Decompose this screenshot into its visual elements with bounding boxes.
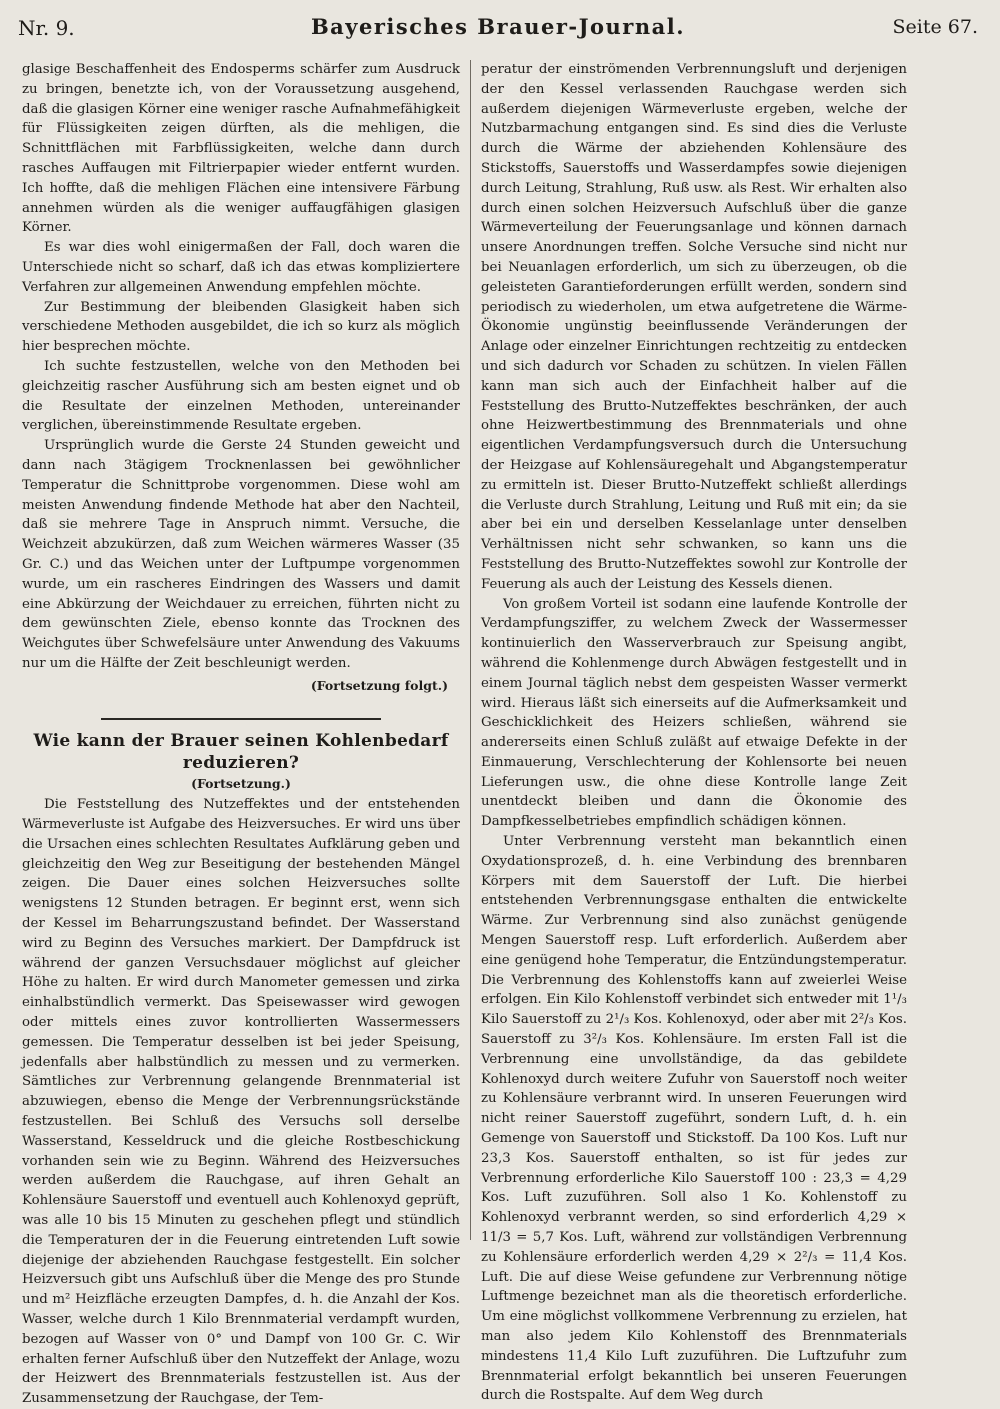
page-header — [18, 6, 978, 38]
paragraph: peratur der einströmenden Verbrennungsluft und derjenigen der den Kessel verlassenden Rauchgase werden sich außerdem diejenigen Wärmeverluste ergeben, welche der Nutzbarmachung entgangen sind. Es sind dies die Verluste durch die Wärme der abziehenden Kohlensäure des Stickstoffs, Sauerstoffs und Wasserdampfes sowie diejenigen durch Leitung, Strahlung, Ruß usw. als Rest. Wir erhalten also durch einen solchen Heizversuch Aufschluß über die ganze Wärmeverteilung der Feuerungsanlage und können darnach unsere Anordnungen treffen. Solche Versuche sind nicht nur bei Neuanlagen erforderlich, um sich zu überzeugen, ob die geleisteten Garantieforderungen erfüllt werden, sondern sind periodisch zu wiederholen, um etwa aufgetretene die Wärme-Ökonomie ungünstig beeinflussende Veränderungen der Anlage oder einzelner Einrichtungen rechtzeitig zu entdecken und sich dadurch vor Schaden zu schützen. In vielen Fällen kann man sich auch der Einfachheit halber auf die Feststellung des Brutto-Nutzeffektes beschränken, der auch ohne Heizwertbestimmung des Brennmaterials und ohne eigentlichen Verdampfungsversuch durch die Untersuchung der Heizgase auf Kohlensäuregehalt und Abgangstemperatur zu ermitteln ist. Dieser Brutto-Nutzeffekt schließt allerdings die Verluste durch Strahlung, Leitung und Ruß mit ein; da sie aber bei ein und derselben Kesselanlage unter denselben Verhältnissen nicht sehr schwanken, so kann uns die Feststellung des Brutto-Nutzeffektes sowohl zur Kontrolle der Feuerung als auch der Leistung des Kessels dienen. — [481, 62, 907, 592]
article-subheading: (Fortsetzung.) — [191, 775, 291, 791]
paragraph: Die Feststellung des Nutzeffektes und der entstehenden Wärmeverluste ist Aufgabe des Heizversuches. Er wird uns über die Ursachen eines schlechten Resultates Aufklärung geben und gleichzeitig den Weg zur Beseitigung der bestehenden Mängel zeigen. Die Dauer eines solchen Heizversuches sollte wenigstens 12 Stunden betragen. Er beginnt erst, wenn sich der Kessel im Beharrungszustand befindet. Der Wasserstand wird zu Beginn des Versuches markiert. Der Dampfdruck ist während der ganzen Versuchsdauer möglichst auf gleicher Höhe zu halten. Er wird durch Manometer gemessen und zirka einhalbstündlich vermerkt. Das Speisewasser wird gewogen oder mittels eines zuvor kontrollierten Wassermessers gemessen. Die Temperatur desselben ist bei jeder Speisung, jedenfalls aber halbstündlich zu messen und zu vermerken. Sämtliches zur Verbrennung gelangende Brennmaterial ist abzuwiegen, ebenso die Menge der Verbrennungsrückstände festzustellen. Bei Schluß des Versuchs soll derselbe Wasserstand, Kesseldruck und die gleiche Rostbeschickung vorhanden sein wie zu Beginn. Während des Heizversuches werden außerdem die Rauchgase, auf ihren Gehalt an Kohlensäure Sauerstoff und eventuell auch Kohlenoxyd geprüft, was alle 10 bis 15 Minuten zu geschehen pflegt und stündlich die Temperaturen der in die Feuerung eintretenden Luft sowie diejenige der abziehenden Rauchgase festgestellt. Ein solcher Heizversuch gibt uns Aufschluß über die Menge des pro Stunde und m² Heizfläche erzeugten Dampfes, d. h. die Anzahl der Kos. Wasser, welche durch 1 Kilo Brennmaterial verdampft wurden, bezogen auf Wasser von 0° und Dampf von 100 Gr. C. Wir erhalten ferner Aufschluß über den Nutzeffekt der Anlage, wozu der Heizwert des Brennmaterials festzustellen ist. Aus der Zusammensetzung der Rauchgase, der Tem- — [22, 797, 460, 1407]
paragraph: Von großem Vorteil ist sodann eine laufende Kontrolle der Verdampfungsziffer, zu welchem Zweck der Wassermesser kontinuierlich den Wasserverbrauch zur Speisung angibt, während die Kohlenmenge durch Abwägen festgestellt und in einem Journal täglich nebst dem gespeisten Wasser vermerkt wird. Hieraus läßt sich einerseits auf die Aufmerksamkeit und Geschicklichkeit des Heizers schließen, während sie andererseits einen Schluß zuläßt auf etwaige Defekte in der Einmauerung, Verschlechterung der Kohlensorte bei neuen Lieferungen usw., die ohne diese Kontrolle lange Zeit unentdeckt bleiben und dann die Ökonomie des Dampfkesselbetriebes empfindlich schädigen können. — [481, 596, 907, 830]
journal-title: Bayerisches Brauer-Journal. — [310, 14, 686, 39]
paragraph: Ich suchte festzustellen, welche von den Methoden bei gleichzeitig rascher Ausführung sich am besten eignet und ob die Resultate der einzelnen Methoden, untereinander verglichen, übereinstimmende Resultate ergeben. — [22, 358, 460, 434]
section-rule — [101, 718, 381, 720]
page-number: Seite 67. — [892, 16, 978, 38]
left-column — [22, 60, 460, 1409]
issue-number: Nr. 9. — [18, 16, 75, 40]
paragraph: Ursprünglich wurde die Gerste 24 Stunden geweicht und dann nach 3tägigem Trocknenlassen bei gewöhnlicher Temperatur die Schnittprobe vorgenommen. Diese wohl am meisten Anwendung findende Methode hat aber den Nachteil, daß sie mehrere Tage in Anspruch nimmt. Versuche, die Weichzeit abzukürzen, daß zum Weichen wärmeres Wasser (35 Gr. C.) und das Weichen unter der Luftpumpe vorgenommen wurde, um ein rascheres Eindringen des Wassers und damit eine Abkürzung der Weichdauer zu erreichen, führten nicht zu dem gewünschten Ziele, ebenso konnte das Trocknen des Weichgutes über Schwefelsäure unter Anwendung des Vakuums nur um die Hälfte der Zeit beschleunigt werden. — [22, 438, 460, 671]
paragraph: Es war dies wohl einigermaßen der Fall, doch waren die Unterschiede nicht so scharf, daß ich das etwas kompliziertere Verfahren zur allgemeinen Anwendung empfehlen möchte. — [22, 240, 460, 295]
paragraph: Unter Verbrennung versteht man bekanntlich einen Oxydationsprozeß, d. h. eine Verbindung des brennbaren Körpers mit dem Sauerstoff der Luft. Die hierbei entstehenden Verbrennungsgase enthalten die entwickelte Wärme. Zur Verbrennung sind also zunächst genügende Mengen Sauerstoff resp. Luft erforderlich. Außerdem aber eine genügend hohe Temperatur, die Entzündungstemperatur. Die Verbrennung des Kohlenstoffs kann auf zweierlei Weise erfolgen. Ein Kilo Kohlenstoff verbindet sich entweder mit 1¹/₃ Kilo Sauerstoff zu 2¹/₃ Kos. Kohlenoxyd, oder aber mit 2²/₃ Kos. Sauerstoff zu 3²/₃ Kos. Kohlensäure. Im ersten Fall ist die Verbrennung eine unvollständige, da das gebildete Kohlenoxyd durch weitere Zufuhr von Sauerstoff noch weiter zu Kohlensäure verbrannt wird. In unseren Feuerungen wird nicht reiner Sauerstoff zugeführt, sondern Luft, d. h. ein Gemenge von Sauerstoff und Stickstoff. Da 100 Kos. Luft nur 23,3 Kos. Sauerstoff enthalten, so ist für jedes zur Verbrennung erforderliche Kilo Sauerstoff 100 : 23,3 = 4,29 Kos. Luft zuzuführen. Soll also 1 Ko. Kohlenstoff zu Kohlenoxyd verbrannt werden, so sind erforderlich 4,29 × 11/3 = 5,7 Kos. Luft, während zur vollständigen Verbrennung zu Kohlensäure erforderlich werden 4,29 × 2²/₃ = 11,4 Kos. Luft. Die auf diese Weise gefundene zur Verbrennung nötige Luftmenge bezeichnet man als die theoretisch erforderliche. Um eine möglichst vollkommene Verbrennung zu erzielen, hat man also jedem Kilo Kohlenstoff des Brennmaterials mindestens 11,4 Kilo Luft zuzuführen. Die Luftzufuhr zum Brennmaterial erfolgt bekanntlich bei unseren Feuerungen durch die Rostspalte. Auf dem Weg durch — [481, 834, 907, 1404]
paragraph: glasige Beschaffenheit des Endosperms schärfer zum Ausdruck zu bringen, benetzte ich, von der Voraussetzung ausgehend, daß die glasigen Körner eine weniger rasche Aufnahmefähigkeit für Flüssigkeiten zeigen dürften, als die mehligen, die Schnittflächen mit Farbflüssigkeiten, welche dann durch rasches Auffaugen mit Filtrierpapier wieder entfernt wurden. Ich hoffte, daß die mehligen Flächen eine intensivere Färbung annehmen würden als die weniger auffaugfähigen glasigen Körner. — [22, 62, 460, 236]
column-divider — [470, 60, 471, 1240]
right-column — [481, 60, 907, 1406]
article-heading: Wie kann der Brauer seinen Kohlenbedarf reduzieren? — [33, 730, 449, 773]
paragraph: Zur Bestimmung der bleibenden Glasigkeit haben sich verschiedene Methoden ausgebildet, die ich so kurz als möglich hier besprechen möchte. — [22, 299, 460, 355]
continued-note: (Fortsetzung folgt.) — [310, 677, 448, 693]
